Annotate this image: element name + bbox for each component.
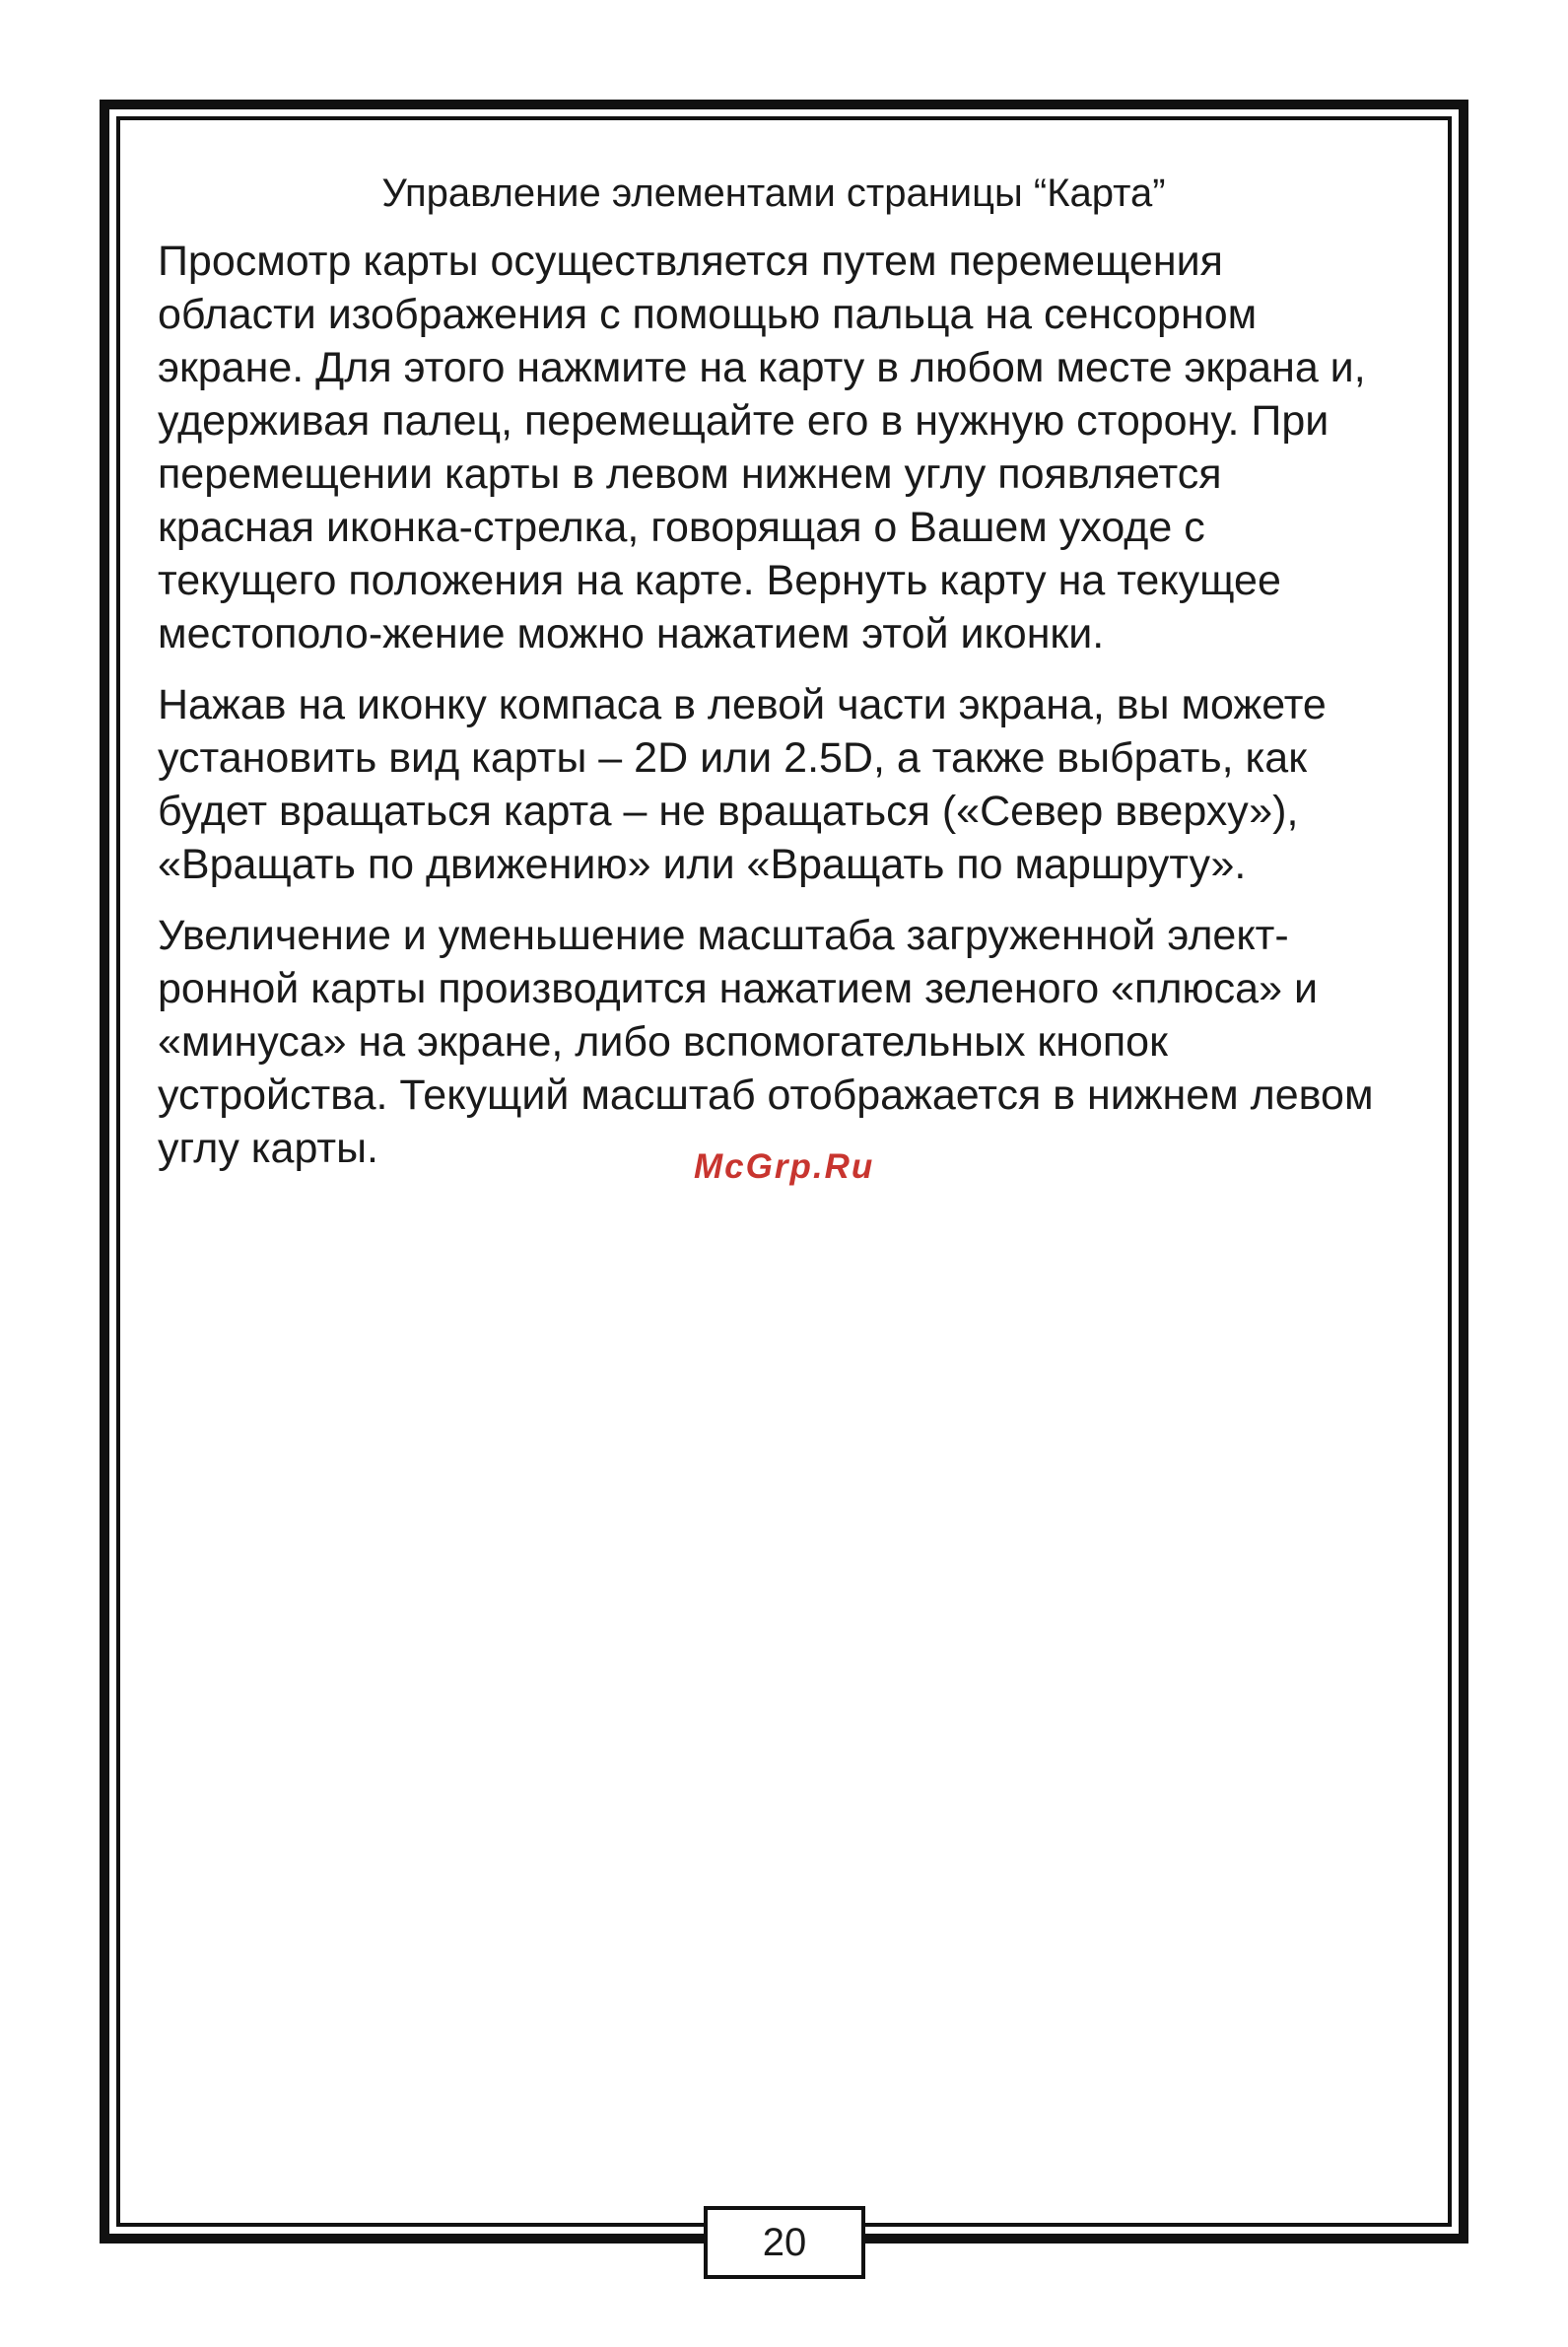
page-number: [704, 2206, 865, 2279]
page-title: Управление элементами страницы “Карта”: [381, 172, 1166, 215]
paragraph-compass-view: Нажав на иконку компаса в левой части экрана, вы можете установить вид карты – 2D или 2.5D, а также выбрать, как будет вращаться карта – не вращаться («Север вверху»), «Вращать по движению» или «Вращать по маршруту».: [158, 681, 1327, 888]
page-content: [158, 166, 1390, 1193]
page-number-label: 20: [762, 2220, 807, 2264]
watermark: McGrp.Ru: [694, 1147, 875, 1186]
paragraph-zoom: Увеличение и уменьшение масштаба загруженной элект-ронной карты производится нажатием зеленого «плюса» и «минуса» на экране, либо вспомогательных кнопок устройства. Текущий масштаб отображается в нижнем левом углу карты.: [158, 912, 1374, 1172]
paragraph-map-panning: Просмотр карты осуществляется путем перемещения области изображения с помощью пальца на сенсорном экране. Для этого нажмите на карту в любом месте экрана и, удерживая палец, перемещайте его в нужную сторону. При перемещении карты в левом нижнем углу появляется красная иконка-стрелка, говорящая о Вашем уходе с текущего положения на карте. Вернуть карту на текущее местополо-жение можно нажатием этой иконки.: [158, 238, 1366, 657]
